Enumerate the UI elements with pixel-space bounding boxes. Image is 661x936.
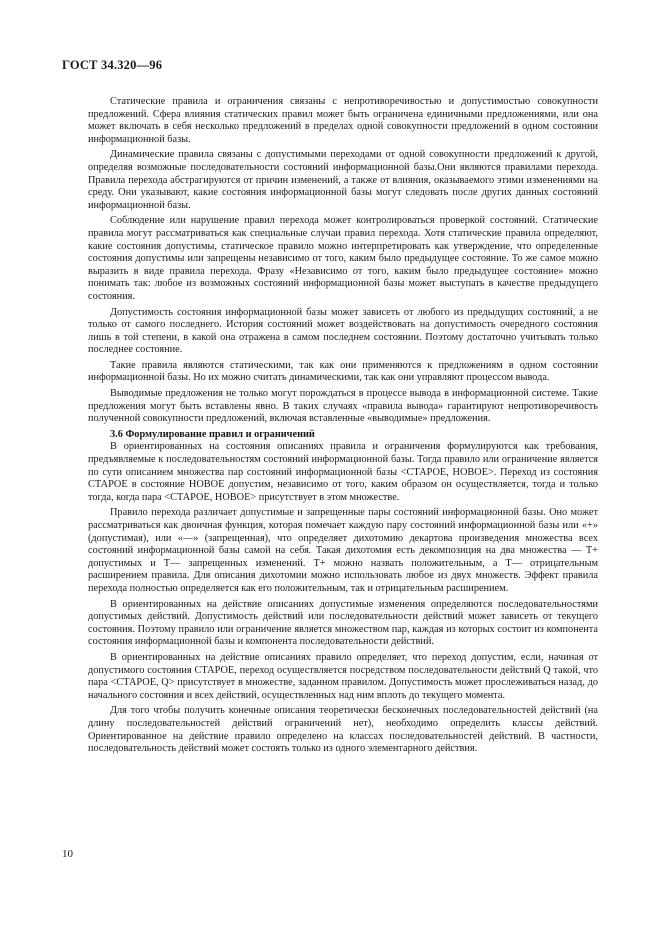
page-number: 10: [62, 848, 73, 860]
paragraph-action-rule: В ориентированных на действие описаниях правило определяет, что переход допустим, если, начиная от допустимого состояния СТАРОЕ, переход осуществляется посредством последовательности действий Q такой, что пара <СТАРОЕ, Q> присутствует в множестве, заданном правилом. Допустимость может прослеживаться назад, до начального состояния и всех действий, осуществленных над ним вплоть до текущего момента.: [88, 651, 598, 701]
paragraph-state-oriented: В ориентированных на состояния описаниях правила и ограничения формулируются как требования, предъявляемые к последовательностям состояний информационной базы. Тогда правило или ограничение является по сути описанием множества пар состояний информационной базы <СТАРОЕ, НОВОЕ>. Переход из состояния СТАРОЕ в состояние НОВОЕ допустим, независимо от того, каким образом он осуществляется, тогда и только тогда, когда пара <СТАРОЕ, НОВОЕ> присутствует в этом множестве.: [88, 441, 598, 503]
paragraph-dynamic-rules: Динамические правила связаны с допустимыми переходами от одной совокупности предложений к другой, определяя возможные последовательности состояний информационной базы.Они являются правилами перехода. Правила перехода абстрагируются от причин изменений, а также от влияния, оказываемого этими изменениями на среду. Они указывают, какие состояния информационной базы могут следовать после других данных состояний информационной базы.: [88, 149, 598, 211]
section-heading: 3.6 Формулирование правил и ограничений: [110, 428, 315, 440]
paragraph-transition-dichotomy: Правило перехода различает допустимые и запрещенные пары состояний информационной базы. Оно может рассматриваться как двоичная функция, которая помечает каждую пару состояний информационной базы или «+» (допустимая), или «—» (запрещенная), что определяет дихотомию декартова произведения множества всех состояний информационной базы самой на себя. Такая дихотомия есть декомпозиция на два множества — T+ допустимых и T— запрещенных изменений. T+ можно назвать положительным, а T— отрицательным расширением правила. Для описания дихотомии можно использовать любое из двух множеств. Эффект правила перехода полностью определяется как его положительным, так и отрицательным расширением.: [88, 507, 598, 594]
standard-header: ГОСТ 34.320—96: [62, 58, 163, 72]
paragraph-action-classes: Для того чтобы получить конечные описания теоретически бесконечных последовательностей действий (на длину последовательностей действий ограничений нет), необходимо определить классы действий. Ориентированное на действие правило определено на классах последовательностей действий. В частности, последовательность действий может состоять только из одного элементарного действия.: [88, 705, 598, 755]
paragraph-derived-sentences: Выводимые предложения не только могут порождаться в процессе вывода в информационной системе. Такие предложения могут быть вставлены явно. В таких случаях «правила вывода» гарантируют непротиворечивость полученной совокупности предложений, включая вставленные «выводимые» предложения.: [88, 388, 598, 425]
paragraph-state-history: Допустимость состояния информационной базы может зависеть от любого из предыдущих состояний, а не только от самого последнего. История состояний может воздействовать на допустимость очередного состояния лишь в той степени, в какой она отражена в самом последнем состоянии. Поэтому достаточно учитывать только последнее состояние.: [88, 306, 598, 356]
paragraph-transition-control: Соблюдение или нарушение правил перехода может контролироваться проверкой состояний. Статические правила могут рассматриваться как специальные случаи правил перехода. Хотя статические правила определяют, какие состояния допустимы, статическое правило можно интерпретировать как утверждение, что определенные состояния допустимы или запрещены независимо от того, каким было предыдущее состояние. То же самое можно выразить в виде правила перехода. Фразу «Независимо от того, каким было предыдущее состояние» можно понимать так: любое из возможных состояний информационной базы может выступать в качестве предыдущего состояния.: [88, 215, 598, 302]
paragraph-static-rules: Статические правила и ограничения связаны с непротиворечивостью и допустимостью совокупности предложений. Сфера влияния статических правил может быть ограничена единичными предложениями, или она может включать в себя несколько предложений в пределах одной совокупности предложений в одном состоянии информационной базы.: [88, 96, 598, 145]
paragraph-static-dynamic: Такие правила являются статическими, так как они применяются к предложениям в одном состоянии информационной базы. Но их можно считать динамическими, так как они управляют процессом вывода.: [88, 359, 598, 384]
paragraph-action-oriented: В ориентированных на действие описаниях допустимые изменения определяются последовательностями допустимых действий. Допустимость действий или последовательности действий может зависеть от текущего состояния. Поэтому правило или ограничение является множеством пар, каждая из которых состоит из компонента состояния информационной базы и компонента последовательности действий.: [88, 598, 598, 648]
body-text: [88, 96, 598, 759]
